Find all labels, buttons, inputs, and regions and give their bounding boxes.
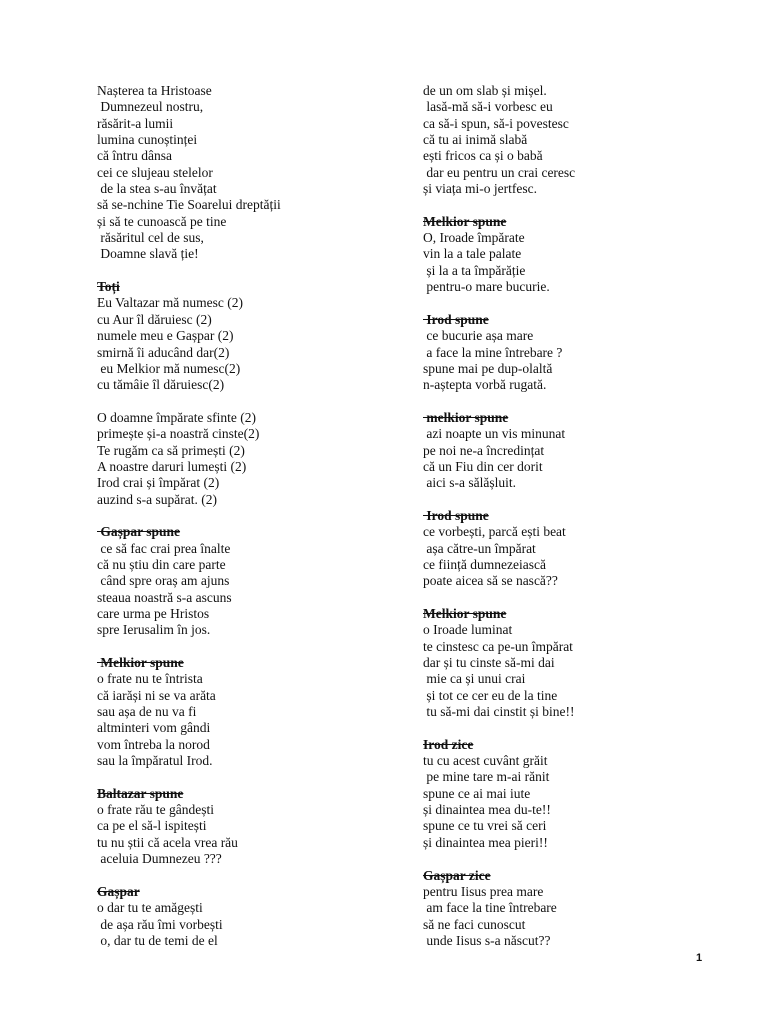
verse-line: spune mai pe dup-olaltă [423, 360, 553, 376]
speaker-label: Melkior spune [97, 655, 184, 671]
verse-line: de așa rău îmi vorbești [97, 916, 223, 932]
verse-line: dar eu pentru un crai ceresc [423, 164, 576, 180]
verse-line: pentru Iisus prea mare [423, 883, 544, 899]
verse-line: că tu ai inimă slabă [423, 132, 528, 148]
verse-line: cei ce slujeau stelelor [97, 164, 213, 180]
verse-line: vom întreba la norod [97, 736, 210, 752]
verse-line: ce bucurie așa mare [423, 328, 534, 344]
verse-line: tu cu acest cuvânt grăit [423, 753, 548, 769]
verse-line: vin la a tale palate [423, 246, 522, 262]
verse-line: să se-nchine Tie Soarelui dreptății [97, 197, 281, 213]
verse-line: Irod crai și împărat (2) [97, 475, 220, 491]
verse-line: ești fricos ca și o babă [423, 148, 543, 164]
verse-line: smirnă îi aducând dar(2) [97, 344, 230, 360]
verse-line: ce ființă dumnezeiască [423, 556, 546, 572]
speaker-label: Irod spune [423, 311, 489, 327]
verse-line: Doamne slavă ție! [97, 246, 199, 262]
verse-line: spre Ierusalim în jos. [97, 622, 211, 638]
verse-line: lumina cunoștinței [97, 132, 198, 148]
blank-line [97, 769, 397, 785]
verse-line: poate aicea să se nască?? [423, 573, 558, 589]
left-column [97, 83, 397, 949]
verse-line: când spre oraș am ajuns [97, 573, 230, 589]
verse-line: și la a ta împărăție [423, 262, 526, 278]
verse-line: unde Iisus s-a născut?? [423, 932, 551, 948]
verse-line: și tot ce cer eu de la tine [423, 687, 558, 703]
verse-line: de la stea s-au învățat [97, 181, 217, 197]
verse-line: spune ce ai mai iute [423, 785, 531, 801]
speaker-label: Gașpar [97, 883, 140, 899]
speaker-label: Toți [97, 279, 120, 295]
verse-line: și viața mi-o jertfesc. [423, 181, 537, 197]
verse-line: care urma pe Hristos [97, 606, 210, 621]
verse-line: cu Aur îl dăruiesc (2) [97, 311, 212, 327]
verse-line: o dar tu te amăgești [97, 900, 203, 916]
verse-line: că un Fiu din cer dorit [423, 458, 543, 474]
verse-line: azi noapte un vis minunat [423, 426, 566, 442]
verse-line: să ne faci cunoscut [423, 916, 526, 932]
verse-line: altminteri vom gândi [97, 720, 211, 736]
blank-line [423, 492, 743, 508]
verse-line: pe mine tare m-ai rănit [423, 769, 550, 785]
speaker-label: Gașpar zice [423, 867, 491, 883]
verse-line: că nu știu din care parte [97, 556, 226, 572]
speaker-label: Irod zice [423, 736, 474, 752]
verse-line: steaua noastră s-a ascuns [97, 589, 232, 605]
blank-line [423, 295, 743, 311]
verse-line: pentru-o mare bucurie. [423, 279, 550, 295]
blank-line [423, 590, 743, 606]
verse-line: A noastre daruri lumești (2) [97, 458, 247, 474]
verse-line: te cinstesc ca pe-un împărat [423, 638, 573, 654]
verse-line: Te rugăm ca să primești (2) [97, 442, 245, 458]
verse-line: răsărit-a lumii [97, 115, 174, 131]
verse-line: Dumnezeul nostru, [97, 99, 204, 115]
verse-line: o Iroade luminat [423, 622, 513, 638]
verse-line: o, dar tu de temi de el [97, 932, 218, 948]
verse-line: dar și tu cinste să-mi dai [423, 655, 555, 671]
verse-line: numele meu e Gașpar (2) [97, 328, 234, 344]
speaker-label: Melkior spune [423, 213, 507, 229]
verse-line: și dinaintea mea pieri!! [423, 834, 548, 850]
speaker-label: Irod spune [423, 507, 489, 523]
verse-line: O doamne împărate sfinte (2) [97, 409, 256, 425]
verse-line: ca pe el să-l ispitești [97, 818, 207, 834]
verse-line: răsăritul cel de sus, [97, 230, 204, 246]
blank-line [423, 720, 743, 736]
verse-line: și dinaintea mea du-te!! [423, 802, 551, 818]
verse-line: tu nu știi că acela vrea rău [97, 834, 238, 850]
verse-line: ce vorbești, parcă ești beat [423, 524, 566, 540]
verse-line: auzind s-a supărat. (2) [97, 491, 217, 507]
verse-line: așa către-un împărat [423, 540, 536, 556]
verse-line: o frate nu te întrista [97, 671, 203, 687]
blank-line [97, 394, 397, 410]
verse-line: ca să-i spun, să-i povestesc [423, 115, 569, 131]
verse-line: lasă-mă să-i vorbesc eu [423, 99, 553, 115]
verse-line: sau așa de nu va fi [97, 704, 197, 720]
blank-line [97, 508, 397, 524]
blank-line [423, 197, 743, 213]
verse-line: am face la tine întrebare [423, 900, 557, 916]
verse-line: cu tămâie îl dăruiesc(2) [97, 377, 225, 393]
verse-line: aceluia Dumnezeu ??? [97, 851, 222, 867]
blank-line [97, 263, 397, 279]
speaker-label: Melkior spune [423, 606, 507, 621]
blank-line [423, 394, 743, 410]
right-column [423, 83, 743, 949]
verse-line: de un om slab și mișel. [423, 83, 547, 98]
blank-line [97, 639, 397, 655]
verse-line: eu Melkior mă numesc(2) [97, 360, 241, 376]
speaker-label: Gașpar spune [97, 524, 181, 540]
verse-line: o frate rău te gândești [97, 802, 214, 818]
verse-line: primește și-a noastră cinste(2) [97, 426, 260, 442]
verse-line: ce să fac crai prea înalte [97, 540, 231, 556]
speaker-label: melkior spune [423, 409, 509, 425]
verse-line: că iarăși ni se va arăta [97, 687, 216, 703]
verse-line: mie ca și unui crai [423, 671, 526, 687]
verse-line: tu să-mi dai cinstit și bine!! [423, 704, 575, 720]
verse-line: că întru dânsa [97, 148, 172, 164]
page-number: 1 [696, 952, 703, 964]
verse-line: a face la mine întrebare ? [423, 344, 563, 360]
verse-line: Nașterea ta Hristoase [97, 83, 212, 98]
verse-line: n-aștepta vorbă rugată. [423, 377, 547, 393]
verse-line: Eu Valtazar mă numesc (2) [97, 295, 243, 311]
blank-line [423, 851, 743, 867]
speaker-label: Baltazar spune [97, 785, 184, 801]
verse-line: spune ce tu vrei să ceri [423, 818, 547, 834]
blank-line [97, 868, 397, 884]
verse-line: O, Iroade împărate [423, 230, 525, 246]
verse-line: aici s-a sălășluit. [423, 475, 516, 491]
verse-line: pe noi ne-a încredințat [423, 442, 545, 458]
verse-line: și să te cunoască pe tine [97, 213, 227, 229]
verse-line: sau la împăratul Irod. [97, 753, 213, 769]
